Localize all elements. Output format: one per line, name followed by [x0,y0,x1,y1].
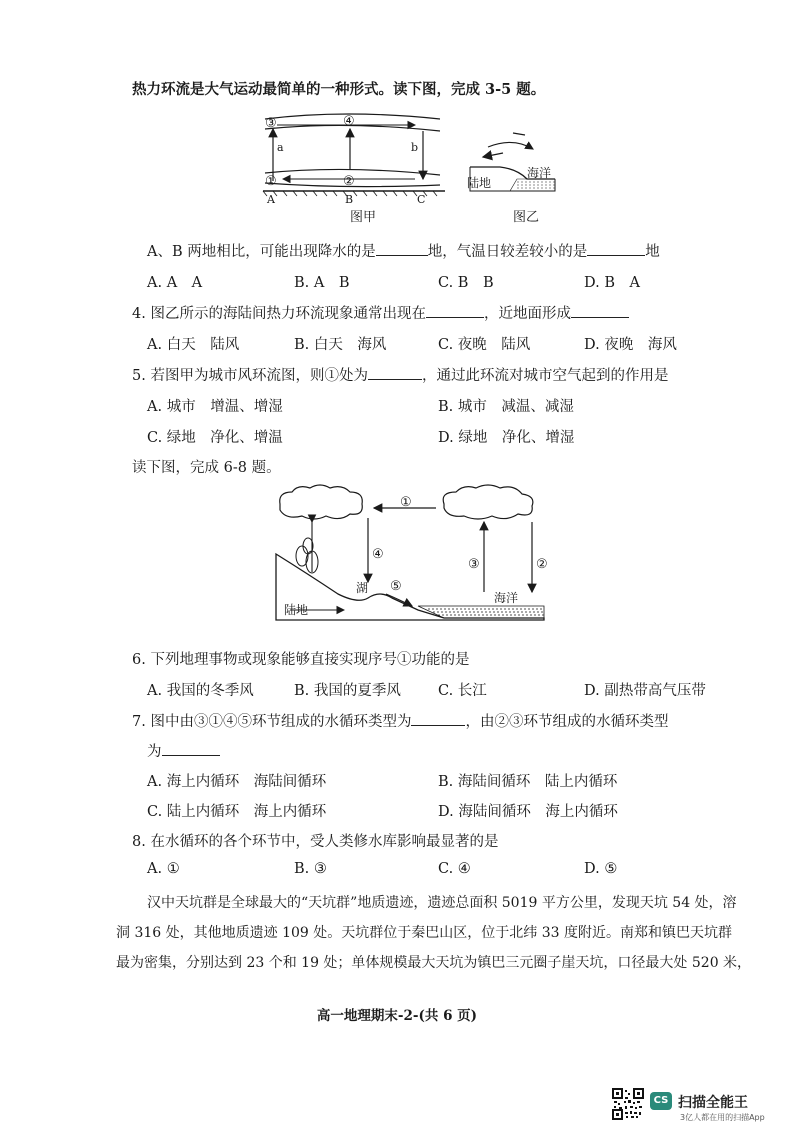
q6-option-c[interactable]: C. 长江 [438,683,487,699]
q7-stem-part3: 为 [147,744,162,760]
q6-option-d[interactable]: D. 副热带高气压带 [584,683,706,699]
q7-option-a[interactable]: A. 海上内循环 海陆间循环 [147,774,327,790]
label-a: a [277,141,284,154]
q5-stem-part2: ，通过此环流对城市空气起到的作用是 [421,368,669,384]
question-3-stem [147,240,660,261]
label-circle-5: ⑤ [390,579,402,594]
answer-blank[interactable] [162,741,220,756]
watermark-subtitle: 3亿人都在用的扫描App [680,1113,765,1122]
q5-stem-part1: 5. 若图甲为城市风环流图，则①处为 [132,368,368,384]
q5-option-a[interactable]: A. 城市 增温、增湿 [147,399,283,415]
answer-blank[interactable] [426,303,484,318]
q4-option-d[interactable]: D. 夜晚 海风 [584,337,677,353]
passage-line: 最为密集，分别达到 23 个和 19 处；单体规模最大天坑为镇巴三元圈子崖天坑，口径最大处 520 米， [116,955,752,971]
answer-blank[interactable] [376,241,428,256]
label-circle-2: ② [536,557,548,572]
label-lake: 湖 [356,581,369,595]
q8-option-c[interactable]: C. ④ [438,861,471,877]
label-circle-4: ④ [372,547,384,562]
question-8-stem: 8. 在水循环的各个环节中，受人类修水库影响最显著的是 [132,834,499,850]
label-circle-1: ① [265,174,277,189]
q7-option-d[interactable]: D. 海陆间循环 海上内循环 [438,804,618,820]
answer-blank[interactable] [411,711,465,726]
q5-option-c[interactable]: C. 绿地 净化、增温 [147,430,283,446]
label-B: B [345,193,354,206]
label-ocean-b: 海洋 [527,166,552,180]
label-C: C [417,193,426,206]
question-7-stem [132,710,668,731]
q7-option-b[interactable]: B. 海陆间循环 陆上内循环 [438,774,618,790]
q7-stem-part1: 7. 图中由③①④⑤环节组成的水循环类型为 [132,714,412,730]
q4-option-c[interactable]: C. 夜晚 陆风 [438,337,531,353]
question-4-stem [132,302,629,323]
q3-option-d[interactable]: D. B A [584,275,640,291]
label-A: A [267,193,275,206]
q3-stem-part2: 地，气温日较差较小的是 [427,244,588,260]
question-5-stem [132,364,668,385]
passage-line: 洞 316 处，其他地质遗迹 109 处。天坑群位于秦巴山区，位于北纬 33 度附近。南郑和镇巴天坑群 [116,925,732,941]
passage-line: 汉中天坑群是全球最大的“天坑群”地质遗迹，遗迹总面积 5019 平方公里，发现天坑 54 处，溶 [147,895,737,911]
figure-water-cycle [268,482,558,630]
q5-option-b[interactable]: B. 城市 减温、减湿 [438,399,574,415]
q3-stem-part3: 地 [645,244,660,260]
q8-option-b[interactable]: B. ③ [294,861,327,877]
question-7-stem-line2 [147,740,220,761]
label-circle-1: ① [400,495,412,510]
question-6-stem: 6. 下列地理事物或现象能够直接实现序号①功能的是 [132,652,470,668]
caption-figure-a: 图甲 [350,210,377,225]
q5-option-d[interactable]: D. 绿地 净化、增湿 [438,430,575,446]
q3-option-a[interactable]: A. A A [147,275,203,291]
label-circle-4: ④ [343,114,355,129]
answer-blank[interactable] [368,365,422,380]
label-land-b: 陆地 [467,176,492,190]
watermark-title: 扫描全能王 [678,1095,748,1111]
q7-option-c[interactable]: C. 陆上内循环 海上内循环 [147,804,327,820]
q7-stem-part2: ，由②③环节组成的水循环类型 [465,714,669,730]
label-circle-2: ② [343,174,355,189]
q3-stem-part1: A、B 两地相比，可能出现降水的是 [147,244,376,260]
q4-stem-part1: 4. 图乙所示的海陆间热力环流现象通常出现在 [132,306,426,322]
q6-option-a[interactable]: A. 我国的冬季风 [147,683,254,699]
q3-option-c[interactable]: C. B B [438,275,494,291]
q4-stem-part2: ，近地面形成 [483,306,571,322]
q4-option-b[interactable]: B. 白天 海风 [294,337,387,353]
q4-option-a[interactable]: A. 白天 陆风 [147,337,240,353]
label-circle-3: ③ [265,116,277,131]
label-land: 陆地 [284,603,309,617]
label-circle-3: ③ [468,557,480,572]
answer-blank[interactable] [571,303,629,318]
caption-figure-b: 图乙 [513,210,540,225]
q6-option-b[interactable]: B. 我国的夏季风 [294,683,401,699]
q8-option-d[interactable]: D. ⑤ [584,861,618,877]
label-b: b [411,141,419,154]
qr-code-icon [612,1088,644,1120]
q3-option-b[interactable]: B. A B [294,275,350,291]
figure-thermal-circulation [255,105,595,235]
intro-text-3-5: 热力环流是大气运动最简单的一种形式。读下图，完成 3-5 题。 [132,81,546,98]
label-ocean: 海洋 [494,591,519,605]
answer-blank[interactable] [587,241,645,256]
q8-option-a[interactable]: A. ① [147,861,180,877]
intro-text-6-8: 读下图，完成 6-8 题。 [132,460,281,476]
page-footer: 高一地理期末-2-(共 6 页) [316,1008,478,1024]
scanner-logo: CS [650,1092,672,1110]
